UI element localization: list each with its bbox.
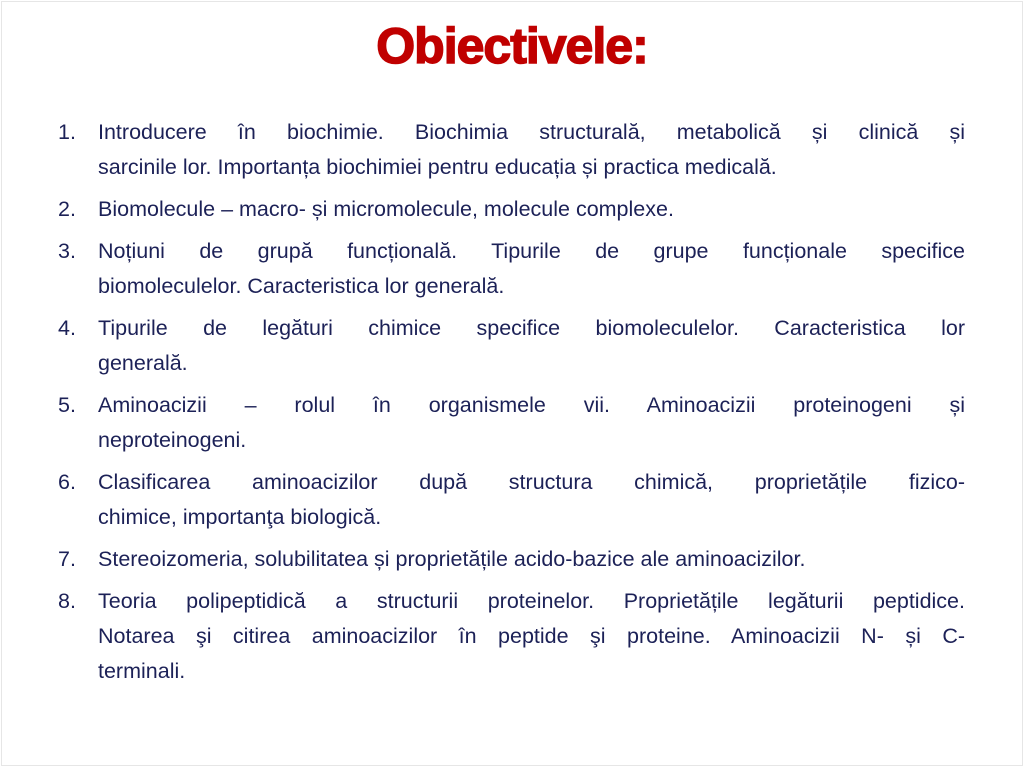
list-item-text-line: Introducere în biochimie. Biochimia structurală, metabolică și clinică și [98, 120, 965, 144]
list-item-text-line: biomoleculelor. Caracteristica lor generală. [98, 274, 505, 298]
list-item-number: 7. [58, 547, 76, 571]
list-item-number: 4. [58, 316, 76, 340]
list-item-number: 3. [58, 239, 76, 263]
list-item-text-line: Aminoacizii – rolul în organismele vii. Aminoacizii proteinogeni și [98, 393, 965, 417]
list-item-number: 5. [58, 393, 76, 417]
list-item [58, 465, 968, 535]
list-item-text-line: Tipurile de legături chimice specifice biomoleculelor. Caracteristica lor [98, 316, 965, 340]
list-item-number: 2. [58, 197, 76, 221]
list-item [58, 584, 968, 689]
list-item-text-line: Notarea şi citirea aminoacizilor în peptide şi proteine. Aminoacizii N- și C- [98, 624, 965, 648]
list-item [58, 311, 968, 381]
list-item-text-line: Teoria polipeptidică a structurii proteinelor. Proprietățile legăturii peptidice. [98, 589, 965, 613]
list-item-text-line: Clasificarea aminoacizilor după structura chimică, proprietățile fizico- [98, 470, 965, 494]
list-item-text-line: neproteinogeni. [98, 428, 247, 452]
slide-title: Obiectivele: [376, 18, 648, 74]
list-item-text-line: Biomolecule – macro- și micromolecule, molecule complexe. [98, 197, 674, 221]
list-item-number: 8. [58, 589, 76, 613]
list-item-text-line: terminali. [98, 659, 186, 683]
objectives-list [58, 115, 968, 696]
list-item-number: 6. [58, 470, 76, 494]
list-item [58, 388, 968, 458]
list-item-text-line: Stereoizomeria, solubilitatea și proprietățile acido-bazice ale aminoacizilor. [98, 547, 806, 571]
list-item [58, 542, 968, 577]
list-item [58, 234, 968, 304]
list-item [58, 192, 968, 227]
list-item-text-line: generală. [98, 351, 188, 375]
list-item-text-line: sarcinile lor. Importanța biochimiei pentru educația și practica medicală. [98, 155, 777, 179]
list-item [58, 115, 968, 185]
list-item-number: 1. [58, 120, 76, 144]
list-item-text-line: Noțiuni de grupă funcțională. Tipurile de grupe funcționale specifice [98, 239, 965, 263]
list-item-text-line: chimice, importanţa biologică. [98, 505, 382, 529]
